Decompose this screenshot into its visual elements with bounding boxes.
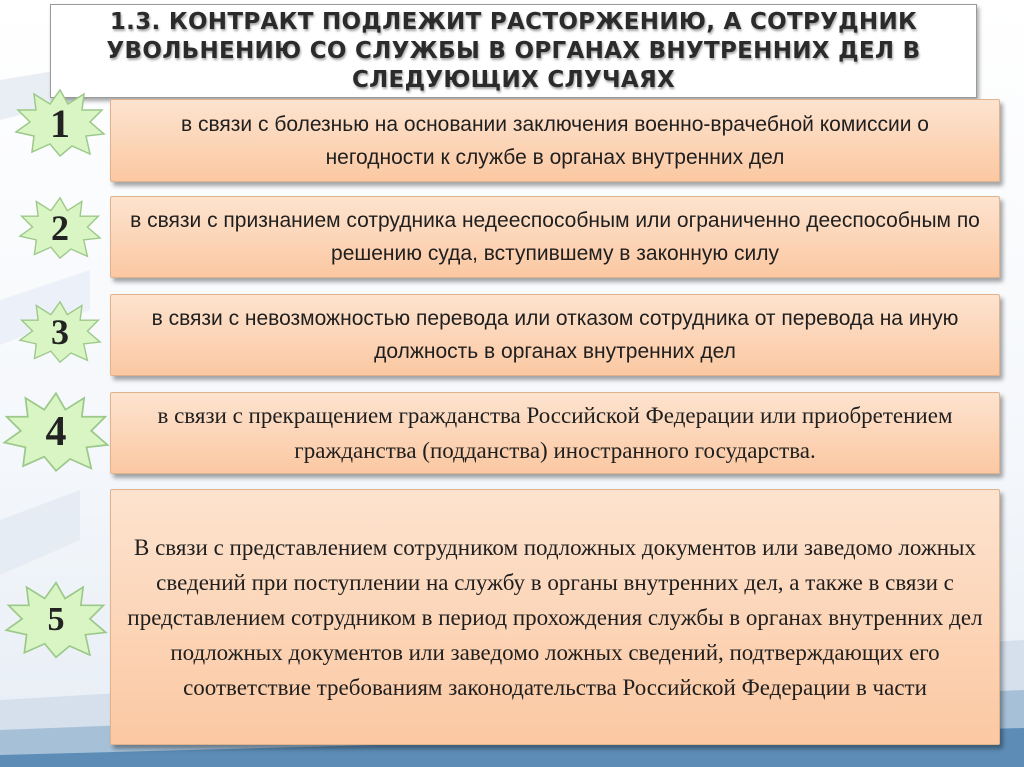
item-text: В связи с представлением сотрудником подложных документов или заведомо ложных сведений при поступлении на службу в органы внутренних дел, а также в связи с представлением сотрудником в период прохождения службы в органах внутренних дел подложных документов или заведомо ложных сведений, подтверждающих его соответствие требованиям законодательства Российской Федерации в части <box>127 534 983 700</box>
badge-5 <box>4 578 108 662</box>
badge-3 <box>18 300 102 364</box>
item-box-2 <box>110 196 1000 278</box>
slide-title: 1.3. КОНТРАКТ ПОДЛЕЖИТ РАСТОРЖЕНИЮ, А СОТРУДНИК УВОЛЬНЕНИЮ СО СЛУЖБЫ В ОРГАНАХ ВНУТРЕННИХ ДЕЛ В СЛЕДУЮЩИХ СЛУЧАЯХ <box>106 8 921 93</box>
badge-number: 4 <box>45 409 67 455</box>
badge-2 <box>18 196 102 260</box>
badge-number: 3 <box>51 312 69 352</box>
badge-number: 1 <box>50 100 70 146</box>
title-box <box>50 4 977 98</box>
item-text: в связи с невозможностью перевода или отказом сотрудника от перевода на иную должность в органах внутренних дел <box>151 307 959 363</box>
item-box-4 <box>110 392 1000 474</box>
item-text: в связи с болезнью на основании заключения военно-врачебной комиссии о негодности к службе в органах внутренних дел <box>181 112 929 169</box>
item-text: в связи с прекращением гражданства Российской Федерации или приобретением гражданства (подданства) иностранного государства. <box>157 403 953 463</box>
item-box-3 <box>110 294 1000 376</box>
item-box-5 <box>110 489 1000 745</box>
badge-number: 5 <box>47 601 65 638</box>
badge-1 <box>14 88 106 158</box>
badge-4 <box>2 388 110 476</box>
item-text: в связи с признанием сотрудника недееспособным или ограниченно дееспособным по решению суда, вступившему в законную силу <box>130 209 980 265</box>
badge-number: 2 <box>51 208 69 248</box>
item-box-1 <box>110 99 1000 182</box>
